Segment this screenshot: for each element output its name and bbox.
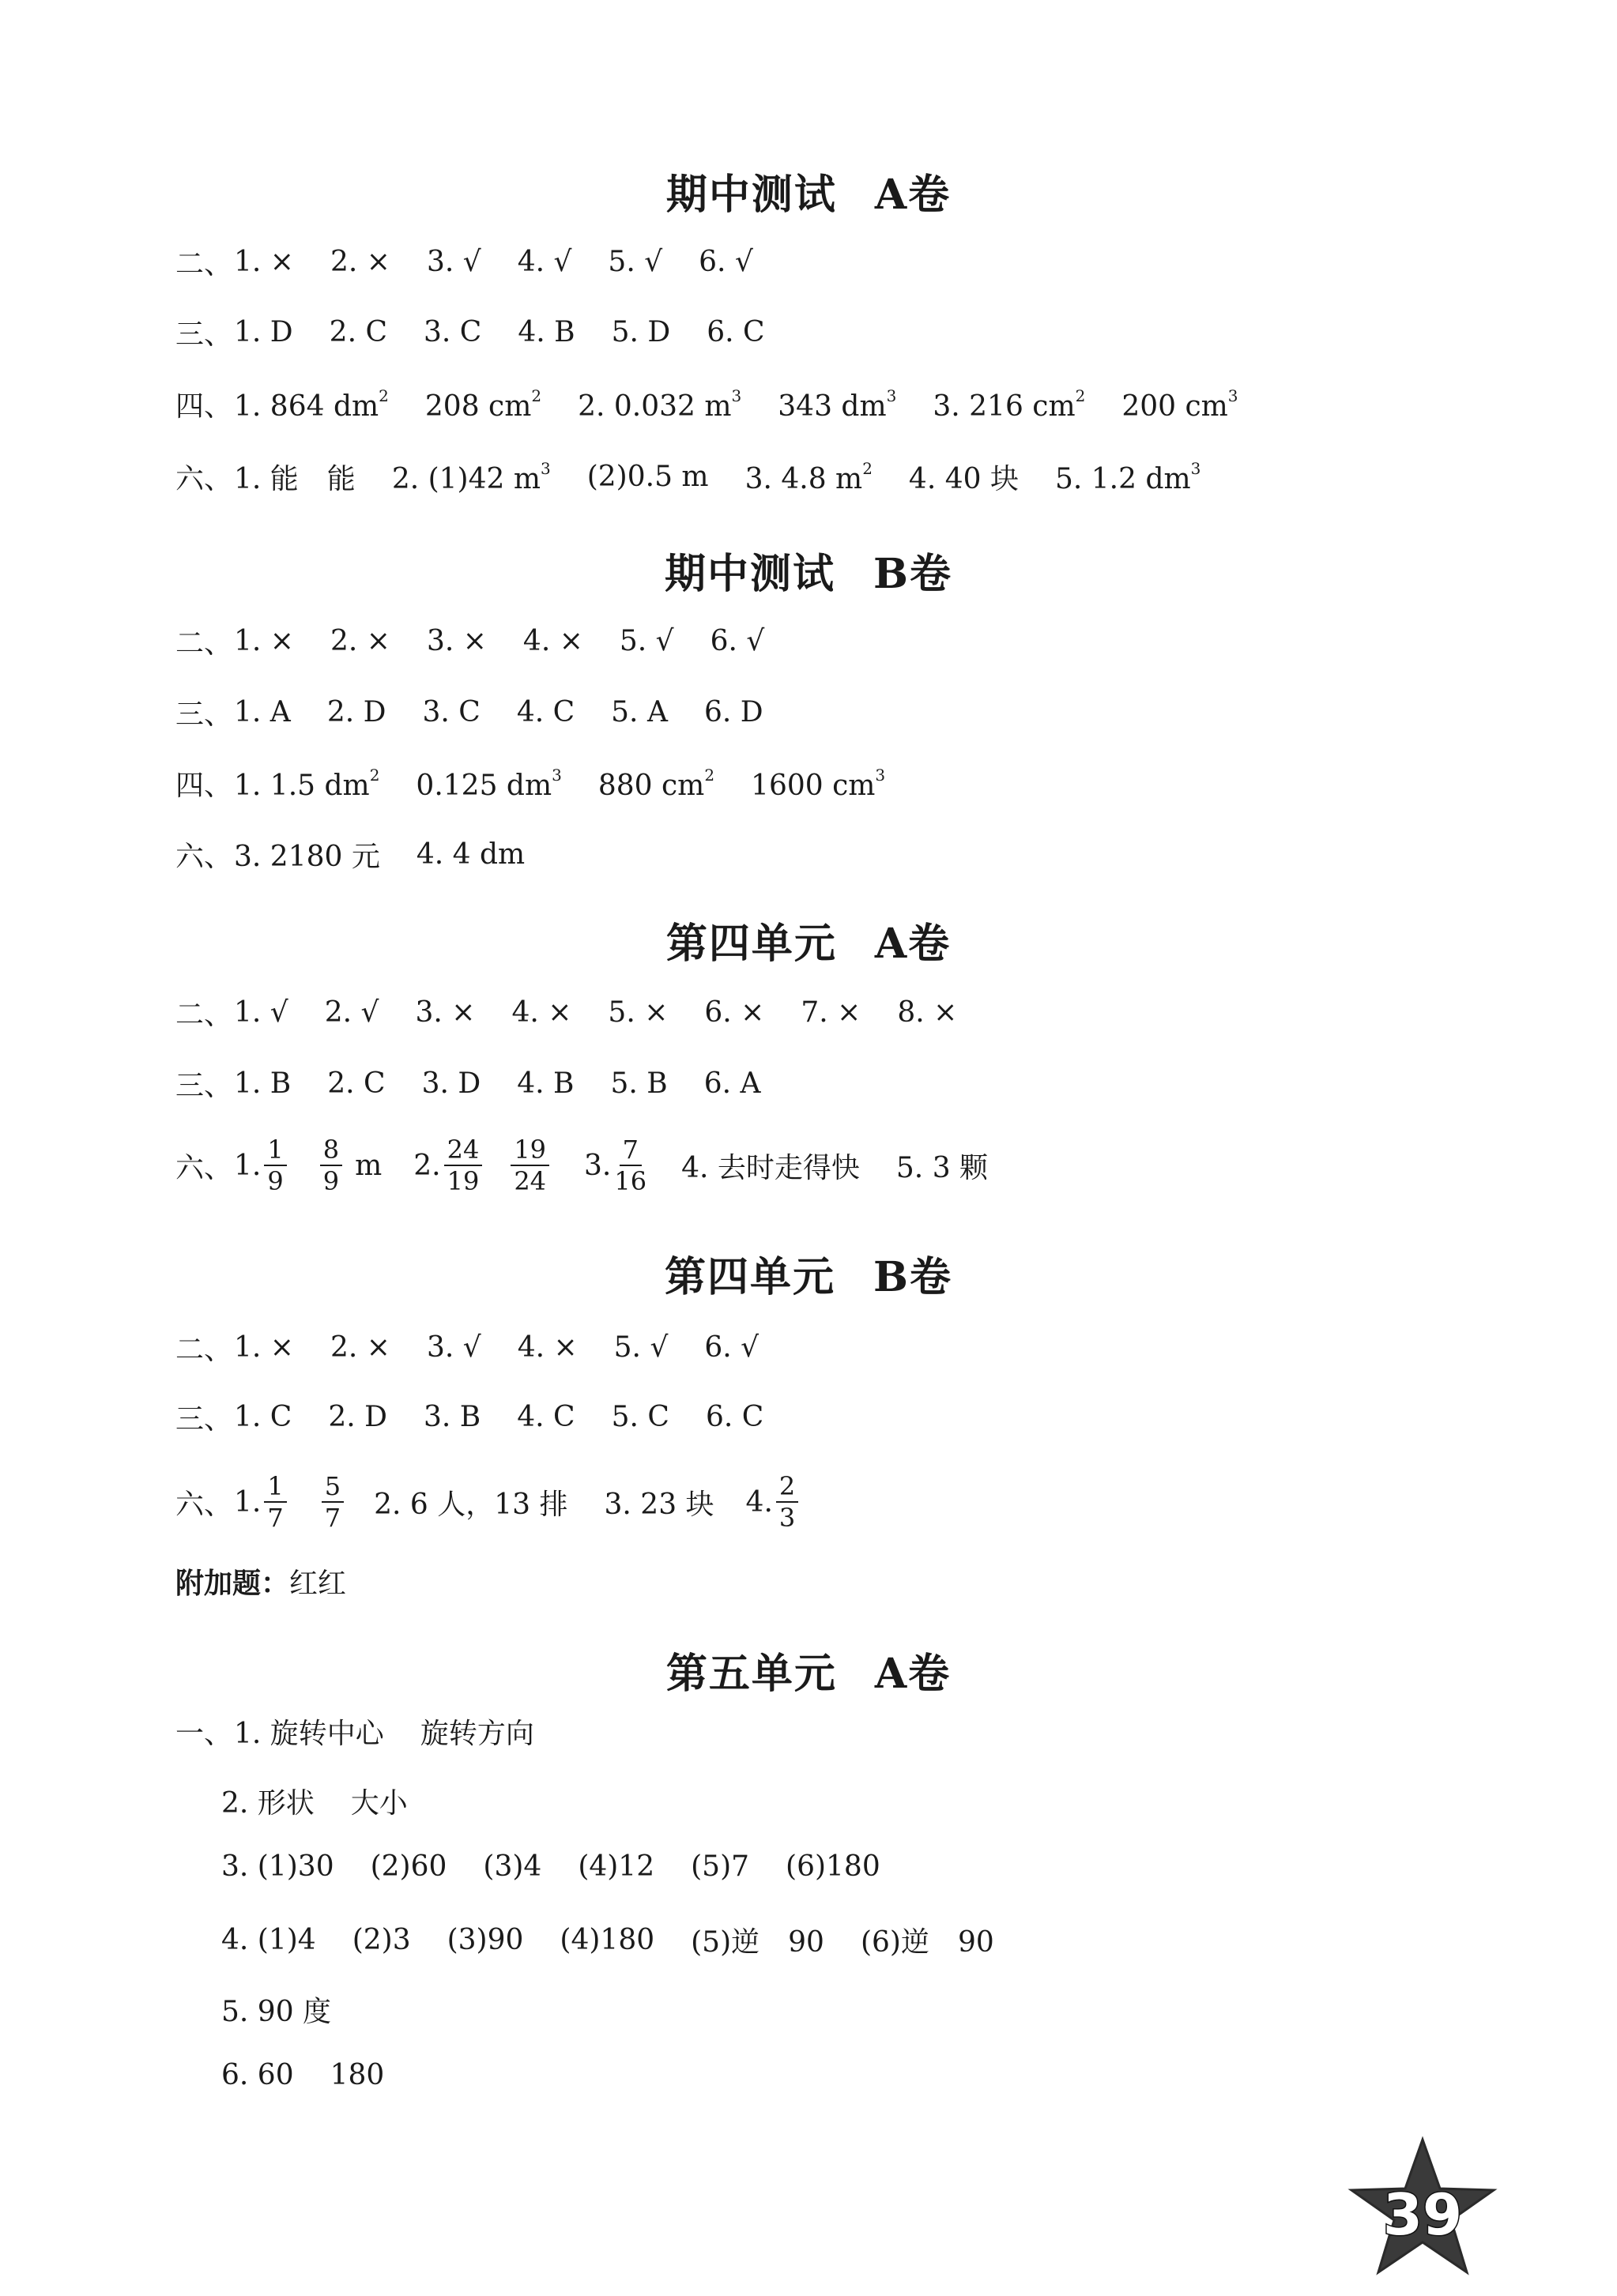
question-label: 四、 <box>175 390 233 423</box>
answer-item: 880 $cm^2$ <box>597 765 715 802</box>
section-title-main: 第四单元 <box>665 1253 836 1301</box>
answer-item: 2. (1)42 $m^3$ <box>391 458 551 495</box>
answer-line-unit4-a-3 <box>175 1063 761 1104</box>
answer-item: 1. C <box>234 1401 292 1433</box>
answer-item: 208 $cm^2$ <box>424 386 542 423</box>
answer-item: (4)12 <box>578 1850 655 1883</box>
answer-item: 1. × <box>234 1331 294 1364</box>
section-title-sub: A卷 <box>874 920 952 968</box>
answer-item: 3. × <box>426 625 487 657</box>
question-label: 四、 <box>175 770 233 802</box>
answer-item: 3. 2180 元 <box>234 841 380 873</box>
answer-item: 5. √ <box>608 246 663 278</box>
answer-item: 6. √ <box>710 625 765 657</box>
answer-item: 2. 6 人，13 排 <box>374 1488 568 1521</box>
section-title-main: 期中测试 <box>665 171 837 219</box>
answer-item: 1. √ <box>234 996 288 1029</box>
answer-item: 4. 4 dm <box>416 838 526 871</box>
answer-item: 5. √ <box>613 1331 669 1364</box>
page-number: 39 <box>1382 2181 1463 2248</box>
answer-item: 3. $\frac{7}{16}$ <box>584 1135 647 1196</box>
answer-item: 1. $\frac{1}{7}$ $\frac{5}{7}$ <box>234 1471 347 1533</box>
answer-item: 1. D <box>234 316 293 348</box>
section-title-sub: B卷 <box>873 1253 952 1301</box>
answer-item: 2. × <box>330 246 390 278</box>
answer-item: 4. × <box>517 1331 578 1364</box>
answer-line-midterm-b-4 <box>175 763 885 804</box>
answer-item: 2. C <box>327 1067 386 1100</box>
answer-item: (6)逆 90 <box>860 1926 994 1959</box>
answer-line-unit4-a-6 <box>175 1135 988 1196</box>
answer-item: 5. 1.2 $dm^3$ <box>1054 458 1201 495</box>
fraction: $\frac{19}{24}$ <box>511 1135 549 1196</box>
answer-item: 3. √ <box>426 1331 481 1364</box>
answer-line-midterm-b-6 <box>175 834 525 875</box>
section-title-midterm-b <box>0 540 1617 600</box>
answer-item: 1600 $cm^3$ <box>751 765 886 802</box>
answer-item: 4. √ <box>517 246 572 278</box>
answer-item: 1. 1.5 $dm^2$ <box>234 765 380 802</box>
answer-item: 2. × <box>330 1331 390 1364</box>
answer-item: (6)180 <box>786 1850 880 1883</box>
answer-item: (5)逆 90 <box>691 1926 824 1959</box>
answer-item: 6. 60 <box>221 2059 294 2091</box>
answer-item: 1. $\frac{1}{9}$ $\frac{8}{9}$ m <box>234 1135 383 1196</box>
answer-item: (2)60 <box>370 1850 447 1883</box>
answer-line-unit5-a-1-6 <box>221 2059 384 2091</box>
answer-line-unit5-a-1-2 <box>221 1781 408 1821</box>
question-label: 三、 <box>175 1070 233 1102</box>
question-label: 三、 <box>175 1403 233 1436</box>
section-title-unit4-b <box>0 1244 1617 1303</box>
answer-item: 6. D <box>703 696 763 728</box>
answer-item: 180 <box>330 2059 385 2091</box>
answer-item: 5. D <box>611 316 671 348</box>
answer-item: (3)90 <box>447 1924 524 1956</box>
answer-item: 4. B <box>517 1067 575 1100</box>
question-label: 六、 <box>175 463 233 495</box>
section-title-unit4-a <box>0 910 1617 969</box>
section-title-sub: B卷 <box>873 550 952 598</box>
answer-item: 5. C <box>611 1401 669 1433</box>
answer-item: (2)0.5 m <box>586 461 709 493</box>
answer-item: (2)3 <box>352 1924 411 1956</box>
answer-item: 4. 40 块 <box>908 463 1019 495</box>
answer-line-midterm-a-6 <box>175 457 1200 497</box>
answer-item: 5. 90 度 <box>221 1996 332 2028</box>
bonus-label: 附加题： <box>175 1568 290 1600</box>
answer-item: 2. 形状 <box>221 1787 315 1820</box>
answer-line-unit5-a-1 <box>175 1711 534 1752</box>
answer-item: 1. × <box>234 625 294 657</box>
answer-item: 大小 <box>350 1787 408 1820</box>
question-label: 二、 <box>175 1334 233 1366</box>
question-label: 三、 <box>175 318 233 351</box>
answer-line-unit5-a-1-5 <box>221 1989 331 2030</box>
question-label: 一、 <box>175 1718 233 1750</box>
answer-item: 1. × <box>234 246 294 278</box>
answer-item: 3. 4.8 $m^2$ <box>744 458 873 495</box>
answer-item: 5. 3 颗 <box>895 1151 989 1184</box>
question-label: 六、 <box>175 841 233 873</box>
answer-item: 343 $dm^3$ <box>778 386 897 423</box>
section-title-main: 期中测试 <box>665 550 836 598</box>
section-title-unit5-a <box>0 1640 1617 1699</box>
question-label: 六、 <box>175 1151 233 1184</box>
answer-item: 1. A <box>234 696 291 728</box>
fraction: $\frac{1}{9}$ <box>264 1135 286 1196</box>
answer-item: (4)180 <box>560 1924 655 1956</box>
answer-item: 5. × <box>608 996 669 1029</box>
answer-item: 1. 旋转中心 <box>234 1718 384 1750</box>
answer-item: 200 $cm^3$ <box>1121 386 1238 423</box>
bonus-answer: 红红 <box>289 1568 347 1600</box>
answer-item: 1. 864 $dm^2$ <box>234 386 389 423</box>
answer-item: 6. √ <box>699 246 753 278</box>
answer-item: 6. × <box>704 996 765 1029</box>
section-title-main: 第四单元 <box>665 920 837 968</box>
question-label: 六、 <box>175 1488 233 1521</box>
answer-line-unit5-a-1-3 <box>221 1850 880 1883</box>
answer-item: 6. C <box>707 316 765 348</box>
answer-item: 2. √ <box>324 996 379 1029</box>
answer-line-midterm-b-3 <box>175 692 763 732</box>
fraction: $\frac{5}{7}$ <box>322 1471 344 1533</box>
answer-line-midterm-b-2 <box>175 621 764 661</box>
answer-line-midterm-a-3 <box>175 312 765 352</box>
answer-item: 2. C <box>329 316 388 348</box>
answer-item: 8. × <box>897 996 958 1029</box>
answer-item: 4. C <box>516 696 575 728</box>
answer-item: 6. √ <box>704 1331 760 1364</box>
answer-item: 5. A <box>611 696 668 728</box>
answer-item: 4. × <box>511 996 572 1029</box>
answer-item: (3)4 <box>483 1850 542 1883</box>
answer-item: 3. 216 $cm^2$ <box>933 386 1086 423</box>
question-label: 二、 <box>175 627 233 660</box>
answer-item: (5)7 <box>691 1850 750 1883</box>
fraction: $\frac{8}{9}$ <box>320 1135 342 1196</box>
answer-item: 0.125 $dm^3$ <box>416 765 562 802</box>
answer-item: 5. B <box>610 1067 668 1100</box>
answer-item: 2. $\frac{24}{19}$ $\frac{19}{24}$ <box>413 1135 552 1196</box>
answer-item: 3. D <box>421 1067 481 1100</box>
page-number-badge <box>1344 2133 1502 2291</box>
answer-line-unit5-a-1-4 <box>221 1920 994 1960</box>
question-label: 三、 <box>175 698 233 731</box>
bonus-question-line <box>175 1561 346 1602</box>
answer-item: 3. × <box>415 996 476 1029</box>
answer-line-unit4-b-2 <box>175 1327 759 1368</box>
section-title-sub: A卷 <box>874 171 952 219</box>
question-label: 二、 <box>175 248 233 280</box>
fraction: $\frac{24}{19}$ <box>444 1135 483 1196</box>
answer-line-unit4-a-2 <box>175 992 957 1033</box>
fraction: $\frac{2}{3}$ <box>776 1471 798 1533</box>
answer-line-unit4-b-3 <box>175 1397 763 1437</box>
answer-item: 2. D <box>328 1401 388 1433</box>
answer-item: 3. C <box>424 316 482 348</box>
answer-item: 4. 去时走得快 <box>681 1151 860 1184</box>
fraction: $\frac{1}{7}$ <box>264 1471 286 1533</box>
section-title-sub: A卷 <box>874 1650 952 1698</box>
section-title-midterm-a <box>0 161 1617 220</box>
answer-item: 3. B <box>424 1401 481 1433</box>
answer-item: 3. (1)30 <box>221 1850 334 1883</box>
answer-item: 4. C <box>517 1401 575 1433</box>
answer-item: 5. √ <box>619 625 674 657</box>
answer-item: 2. D <box>326 696 386 728</box>
answer-item: 4. B <box>518 316 575 348</box>
answer-item: 6. C <box>705 1401 764 1433</box>
answer-line-midterm-a-2 <box>175 242 753 282</box>
answer-item: 4. × <box>522 625 583 657</box>
answer-item: 2. 0.032 $m^3$ <box>578 386 742 423</box>
answer-item: 3. 23 块 <box>604 1488 714 1521</box>
answer-item: 旋转方向 <box>420 1718 534 1750</box>
answer-item: 3. C <box>422 696 481 728</box>
answer-line-midterm-a-4 <box>175 384 1238 424</box>
answer-item: 7. × <box>801 996 861 1029</box>
answer-item: 1. 能 能 <box>234 463 356 495</box>
answer-item: 3. √ <box>426 246 481 278</box>
answer-item: 1. B <box>234 1067 292 1100</box>
answer-item: 4. (1)4 <box>221 1924 316 1956</box>
section-title-main: 第五单元 <box>665 1650 837 1698</box>
answer-item: 2. × <box>330 625 390 657</box>
question-label: 二、 <box>175 999 233 1031</box>
answer-line-unit4-b-6 <box>175 1471 801 1533</box>
fraction: $\frac{7}{16}$ <box>614 1135 647 1196</box>
answer-item: 6. A <box>703 1067 761 1100</box>
answer-item: 4. $\frac{2}{3}$ <box>746 1471 802 1533</box>
